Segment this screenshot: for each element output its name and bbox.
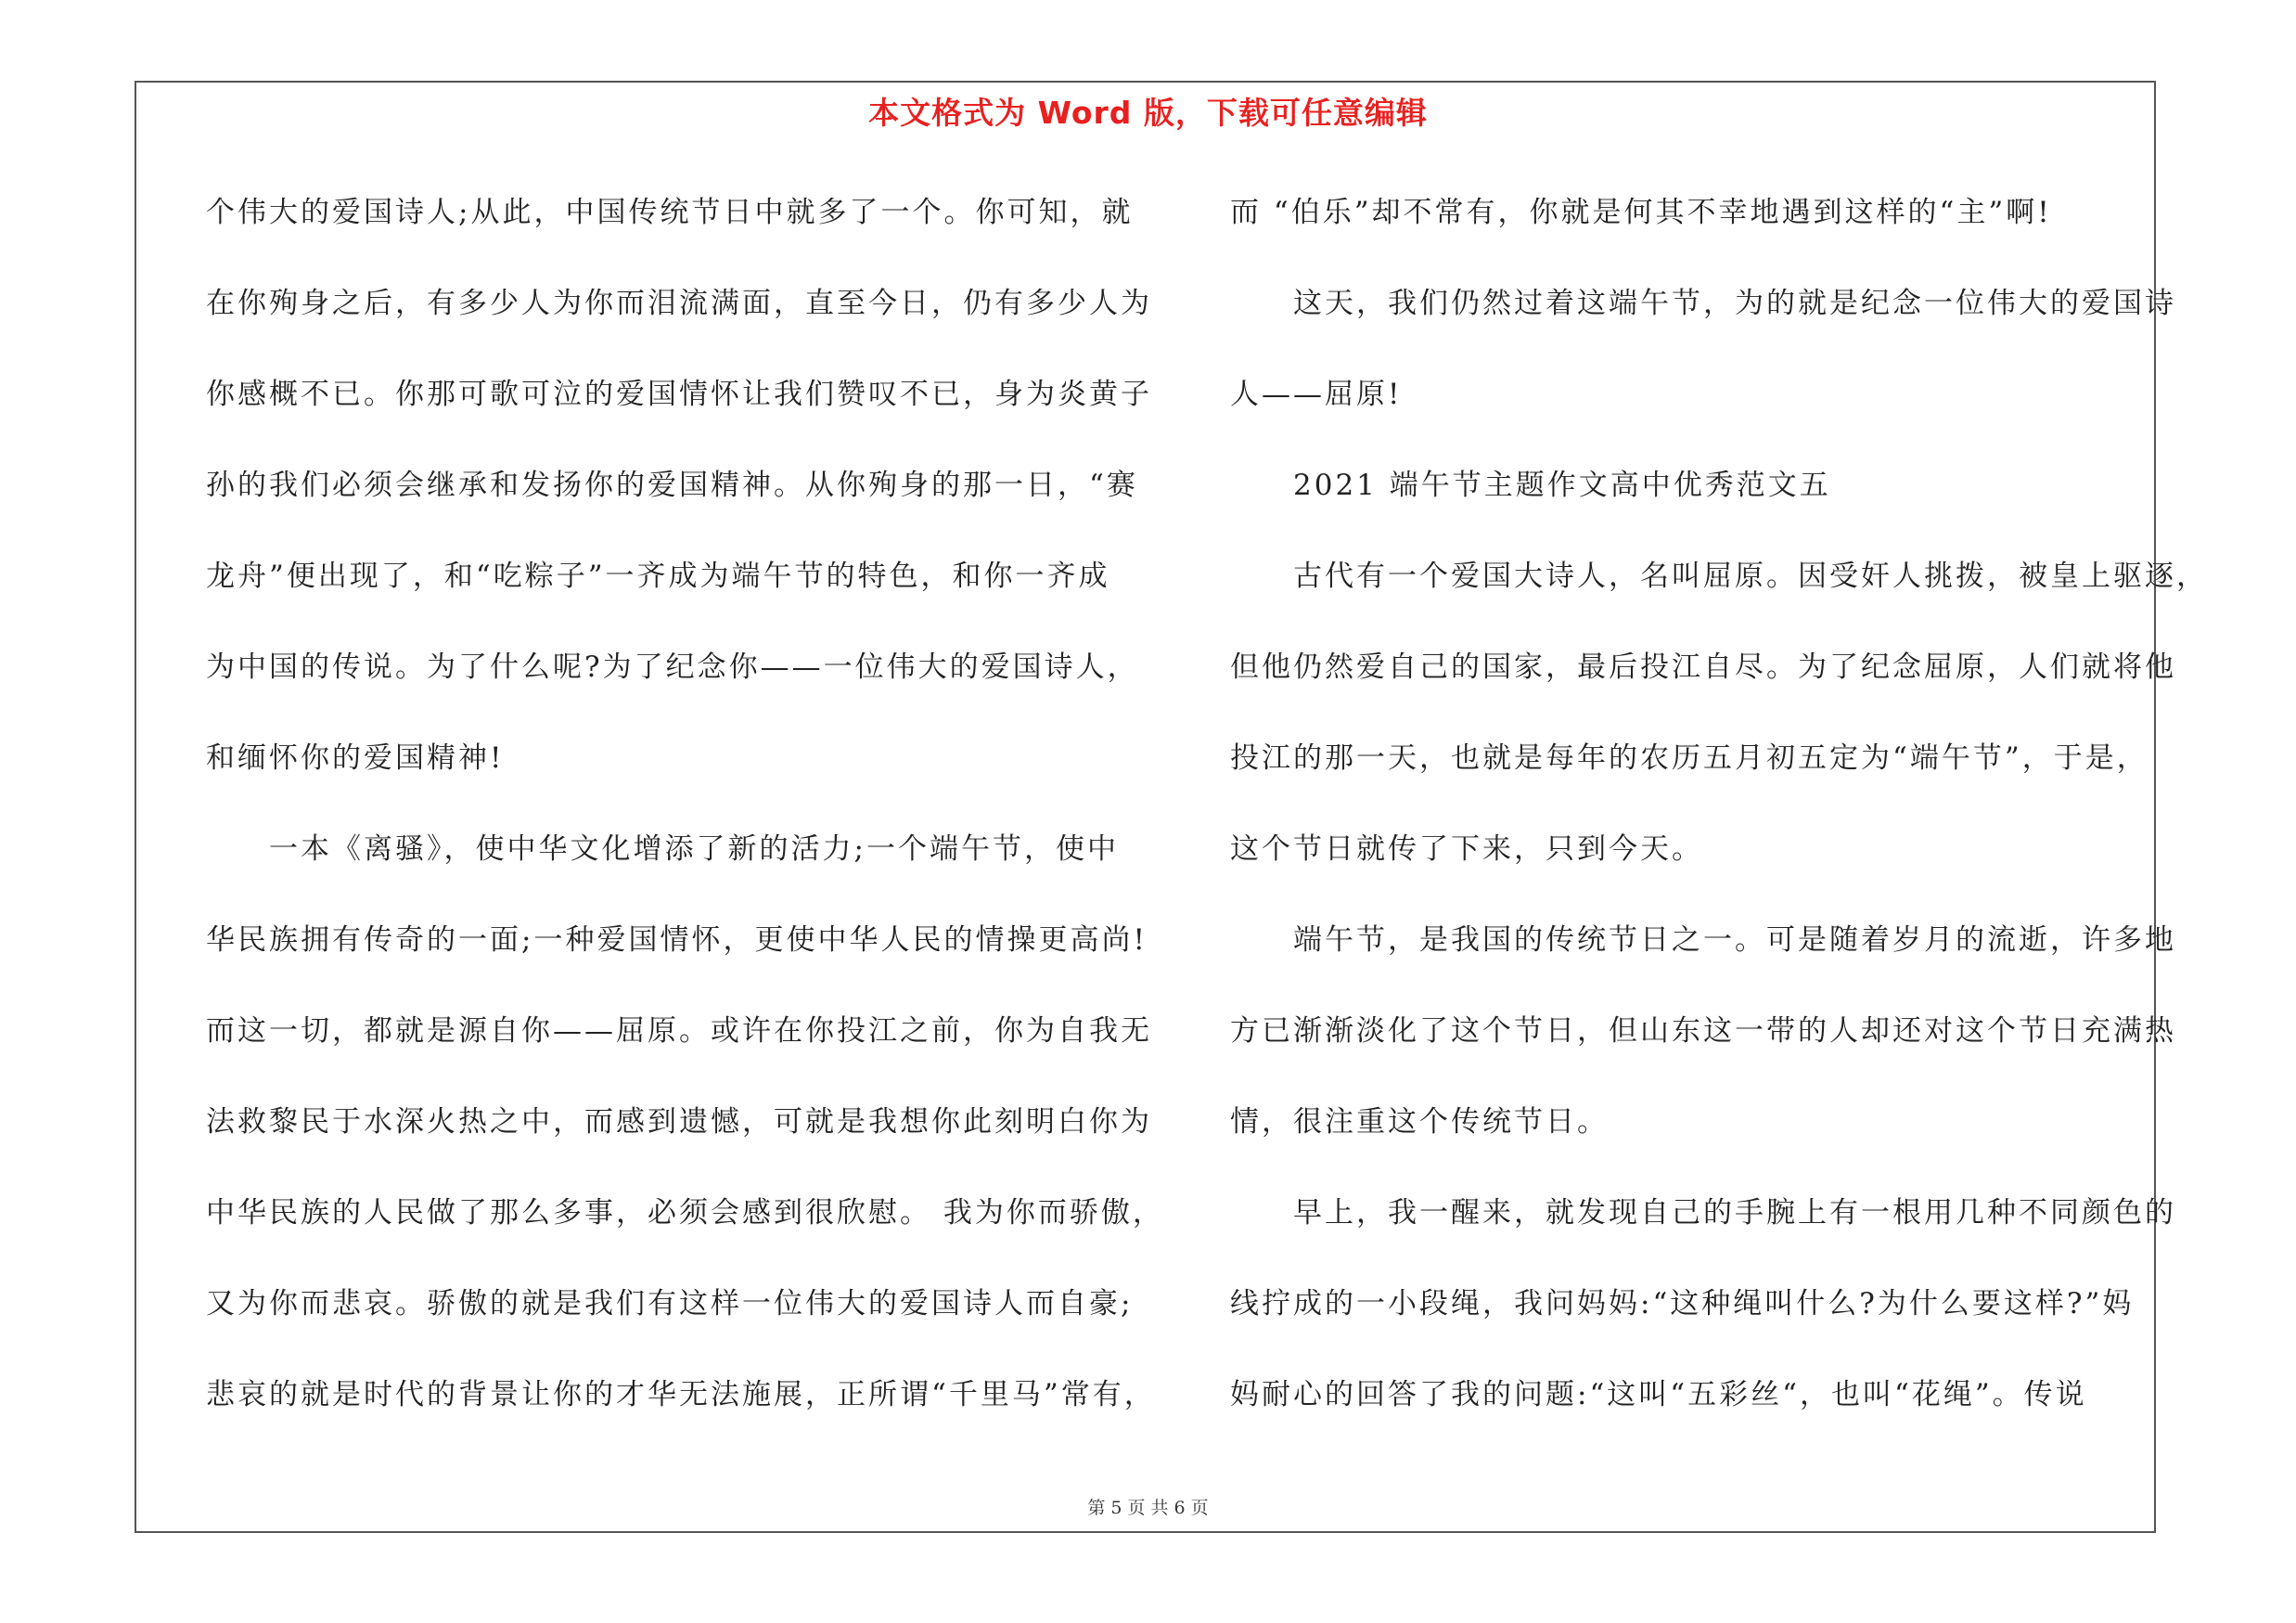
header-banner: 本文格式为 Word 版，下载可任意编辑 [868,95,1428,131]
text-line: 和缅怀你的爱国精神! [206,741,505,775]
text-line: 线拧成的一小段绳，我问妈妈:“这种绳叫什么?为什么要这样?”妈 [1230,1287,2135,1320]
text-line: 这个节日就传了下来，只到今天。 [1230,832,1703,866]
text-line: 一本《离骚》，使中华文化增添了新的活力;一个端午节，使中 [269,832,1119,866]
text-line: 为中国的传说。为了什么呢?为了纪念你——一位伟大的爱国诗人， [206,650,1139,684]
text-line: 妈耐心的回答了我的问题:“这叫“五彩丝“，也叫“花绳”。传说 [1230,1378,2087,1411]
text-line: 早上，我一醒来，就发现自己的手腕上有一根用几种不同颜色的 [1293,1196,2176,1230]
text-line: 孙的我们必须会继承和发扬你的爱国精神。从你殉身的那一日，“赛 [206,469,1138,502]
text-line: 在你殉身之后，有多少人为你而泪流满面，直至今日，仍有多少人为 [206,287,1152,320]
text-line: 你感概不已。你那可歌可泣的爱国情怀让我们赞叹不已，身为炎黄子 [206,378,1152,411]
text-line: 悲哀的就是时代的背景让你的才华无法施展，正所谓“千里马”常有， [206,1378,1156,1411]
text-line: 龙舟”便出现了，和“吃粽子”一齐成为端午节的特色，和你一齐成 [206,560,1110,593]
text-line: 端午节，是我国的传统节日之一。可是随着岁月的流逝，许多地 [1293,923,2176,957]
text-line: 这天，我们仍然过着这端午节，为的就是纪念一位伟大的爱国诗 [1293,287,2176,320]
page-number-footer: 第 5 页 共 6 页 [1087,1498,1209,1518]
text-line: 但他仍然爱自己的国家，最后投江自尽。为了纪念屈原，人们就将他 [1230,650,2176,684]
text-line: 情，很注重这个传统节日。 [1230,1105,1609,1139]
section-heading: 2021 端午节主题作文高中优秀范文五 [1293,469,1831,502]
text-line: 人——屈原! [1230,378,1403,411]
text-line: 方已渐渐淡化了这个节日，但山东这一带的人却还对这个节日充满热 [1230,1014,2176,1048]
text-line: 中华民族的人民做了那么多事，必须会感到很欣慰。 我为你而骄傲， [206,1196,1164,1230]
text-line: 投江的那一天，也就是每年的农历五月初五定为“端午节”，于是， [1230,741,2148,775]
text-line: 华民族拥有传奇的一面;一种爱国情怀，更使中华人民的情操更高尚! [206,923,1148,957]
text-line: 个伟大的爱国诗人;从此，中国传统节日中就多了一个。你可知，就 [206,196,1134,229]
text-line: 古代有一个爱国大诗人，名叫屈原。因受奸人挑拨，被皇上驱逐， [1293,560,2208,593]
left-column [206,181,1164,1454]
right-column [1230,181,2208,1454]
text-line: 而 “伯乐”却不常有，你就是何其不幸地遇到这样的“主”啊! [1230,196,2052,229]
text-line: 法救黎民于水深火热之中，而感到遗憾，可就是我想你此刻明白你为 [206,1105,1152,1139]
text-line: 而这一切，都就是源自你——屈原。或许在你投江之前，你为自我无 [206,1014,1152,1048]
text-line: 又为你而悲哀。骄傲的就是我们有这样一位伟大的爱国诗人而自豪; [206,1287,1134,1320]
